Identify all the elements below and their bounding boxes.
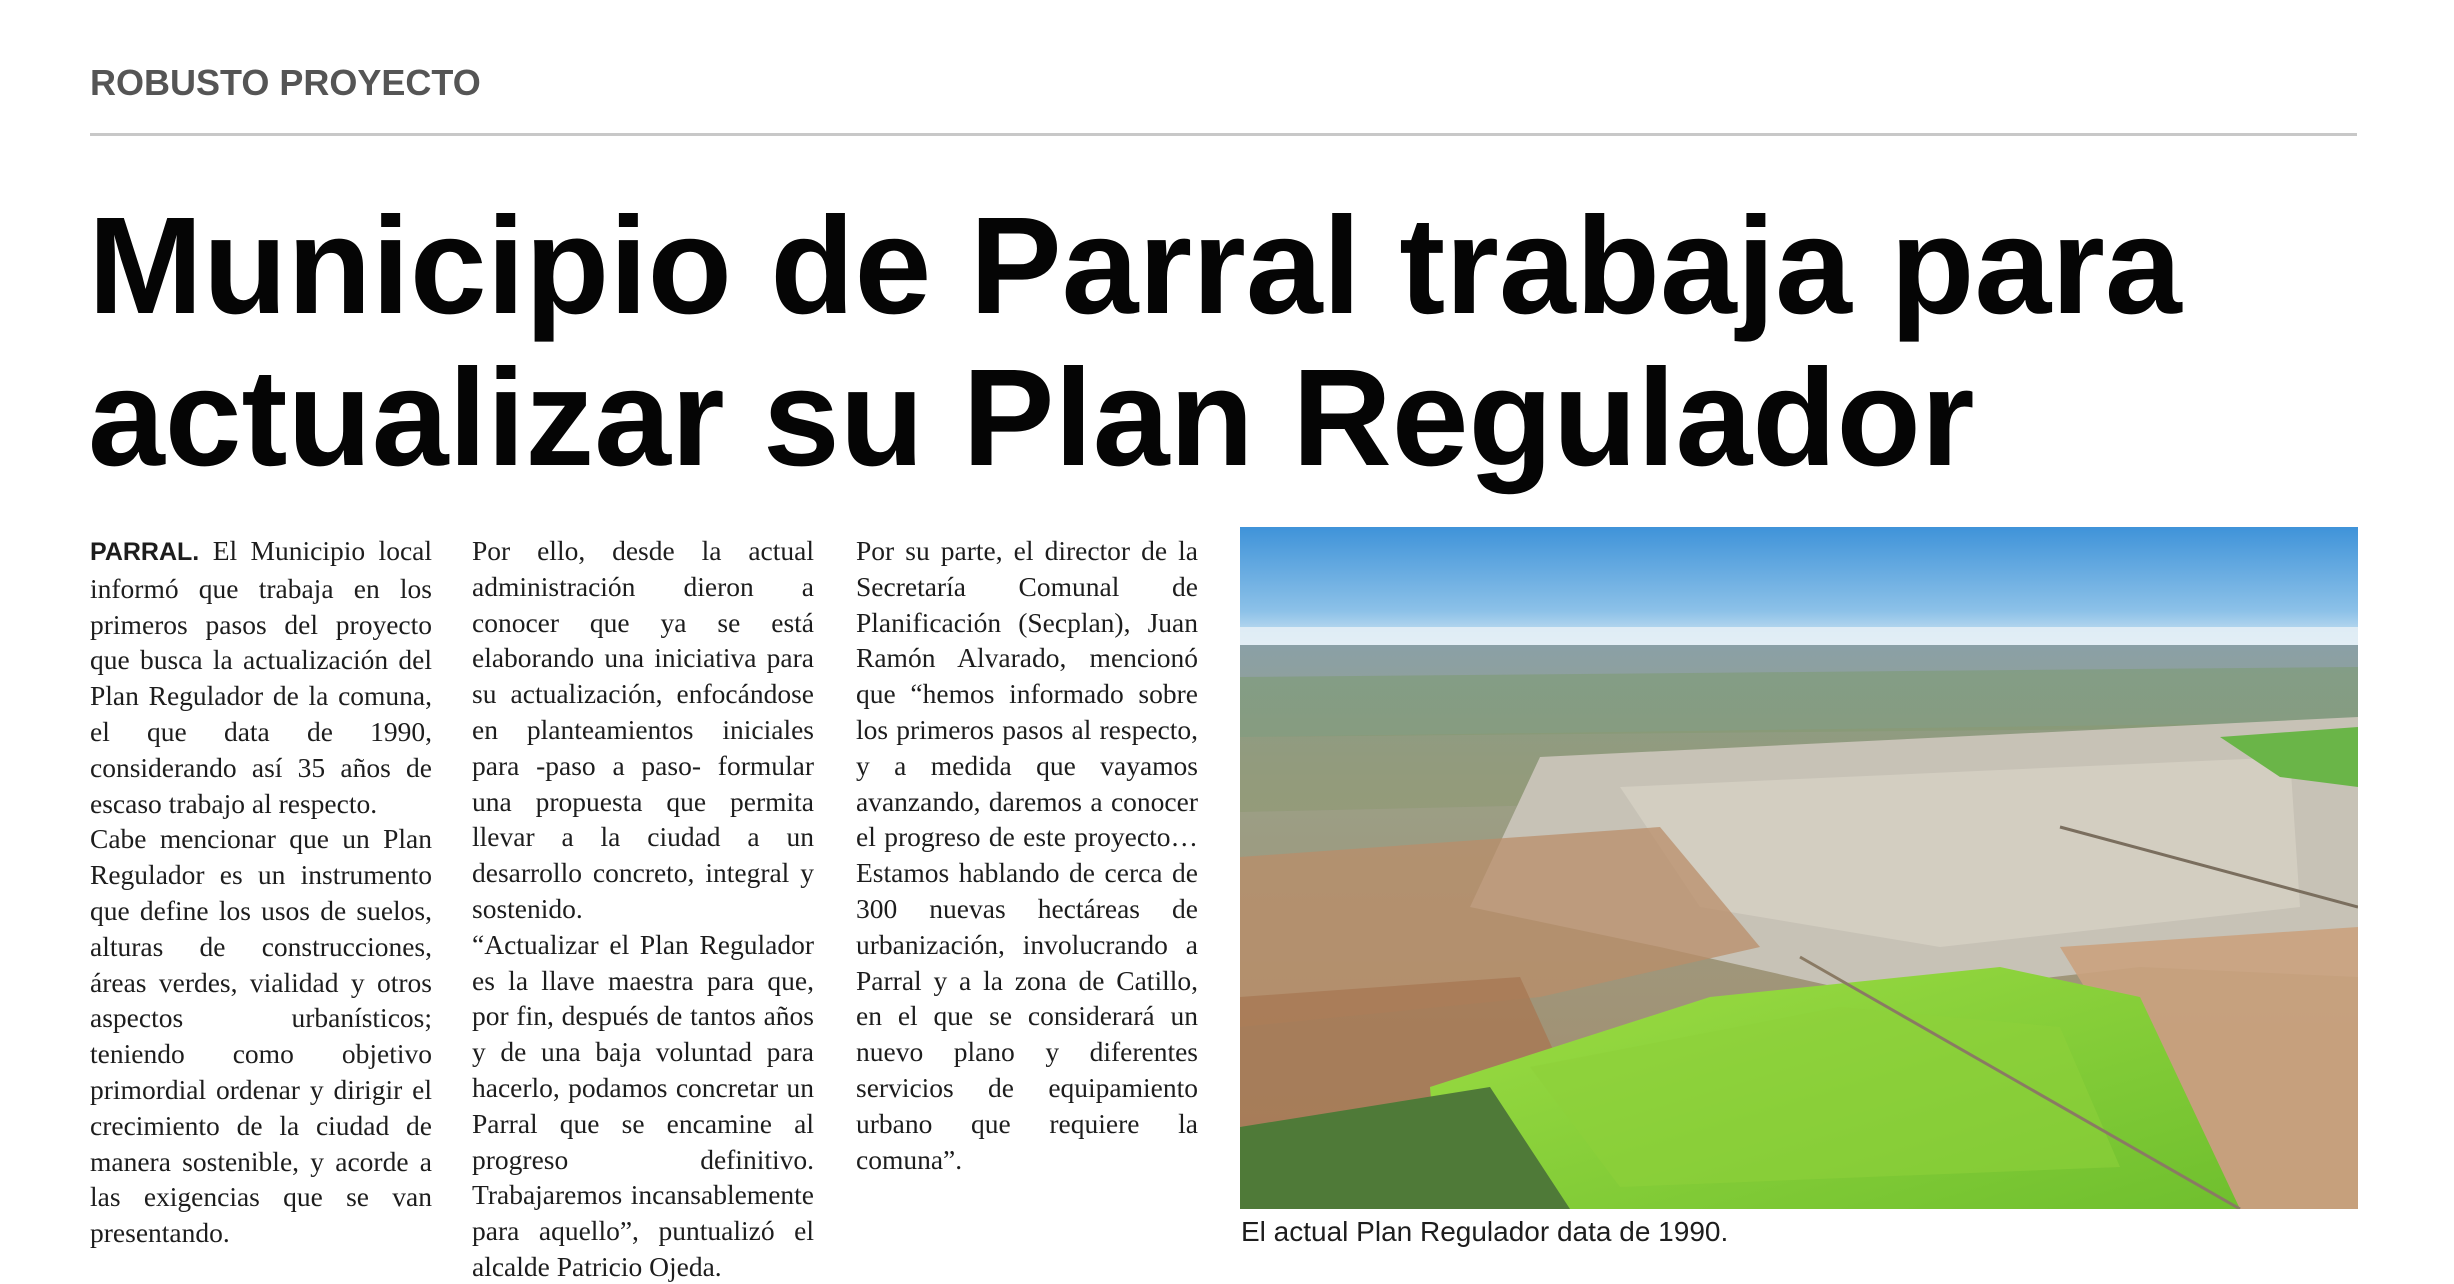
aerial-photo bbox=[1240, 527, 2358, 1209]
dateline: PARRAL. bbox=[90, 538, 200, 566]
aerial-photo-illustration bbox=[1240, 527, 2358, 1209]
paragraph: Cabe mencionar que un Plan Regulador es un instrumento que define los usos de suelos, alturas de construcciones, áreas verdes, vialidad y otros aspectos urbanísticos; teniendo como objetivo primordial ordenar y dirigir el crecimiento de la ciudad de manera sostenible, y acorde a las exigencias que se van presentando. bbox=[90, 823, 432, 1249]
headline-line-2: actualizar su Plan Regulador bbox=[88, 341, 1975, 495]
paragraph bbox=[90, 533, 432, 821]
paragraph: Por su parte, el director de la Secretaría Comunal de Planificación (Secplan), Juan Ramón Alvarado, mencionó que “hemos informado sobre los primeros pasos al respecto, y a medida que vayamos avanzando, daremos a conocer el progreso de este proyecto… Estamos hablando de cerca de 300 nuevas hectáreas de urbanización, involucrando a Parral y a la zona de Catillo, en el que se considerará un nuevo plano y diferentes servicios de equipamiento urbano que requiere la comuna”. bbox=[856, 535, 1198, 1175]
article-column-1 bbox=[90, 533, 432, 1251]
section-rule bbox=[90, 133, 2357, 136]
paragraph: “Actualizar el Plan Regulador es la llave maestra para que, por fin, después de tantos años y de una baja voluntad para hacerlo, podamos concretar un Parral que se encamine al progreso definitivo. Trabajaremos incansablemente para aquello”, puntualizó el alcalde Patricio Ojeda. bbox=[472, 928, 814, 1282]
article-column-2 bbox=[472, 533, 814, 1284]
paragraph: Por ello, desde la actual administración dieron a conocer que ya se está elaborando una iniciativa para su actualización, enfocándose en planteamientos iniciales para -paso a paso- formular una propuesta que permita llevar a la ciudad a un desarrollo concreto, integral y sostenido. bbox=[472, 535, 814, 924]
paragraph-text: El Municipio local informó que trabaja en los primeros pasos del proyecto que busca la actualización del Plan Regulador de la comuna, el que data de 1990, considerando así 35 años de escaso trabajo al respecto. bbox=[90, 535, 432, 819]
headline-line-1: Municipio de Parral trabaja para bbox=[88, 189, 2182, 343]
section-kicker: ROBUSTO PROYECTO bbox=[90, 62, 481, 103]
photo-caption: El actual Plan Regulador data de 1990. bbox=[1241, 1216, 1729, 1247]
headline bbox=[88, 190, 2388, 494]
article-column-3 bbox=[856, 533, 1198, 1177]
